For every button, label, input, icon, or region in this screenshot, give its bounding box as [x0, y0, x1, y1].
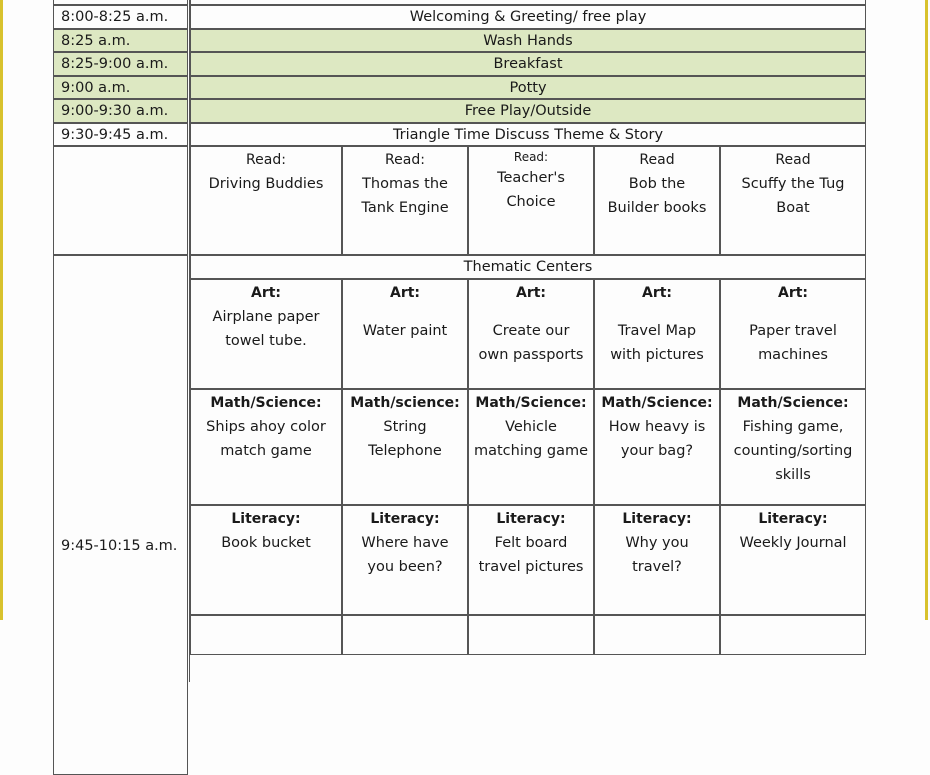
- reading-text: Driving Buddies: [208, 176, 324, 192]
- math_science-text: match game: [220, 443, 312, 459]
- literacy-text: you been?: [367, 559, 443, 575]
- literacy-text: Felt board: [494, 535, 568, 551]
- schedule-activity: Breakfast: [190, 52, 866, 76]
- reading-text: Teacher's: [497, 170, 565, 186]
- art-text: towel tube.: [225, 333, 307, 349]
- reading-text: Thomas the: [362, 176, 448, 192]
- art-text: machines: [758, 347, 828, 363]
- math_science-text: Telephone: [368, 443, 442, 459]
- literacy-text: travel pictures: [478, 559, 584, 575]
- math_science-text: Vehicle: [505, 419, 557, 435]
- math_science-text: String: [383, 419, 427, 435]
- reading-text: Scuffy the Tug: [741, 176, 845, 192]
- reading-cell: [720, 146, 866, 255]
- next-row-cell: [190, 615, 342, 655]
- art-cell: [720, 279, 866, 389]
- art-text: with pictures: [610, 347, 704, 363]
- schedule-activity: Free Play/Outside: [190, 99, 866, 123]
- schedule-time: 9:30-9:45 a.m.: [53, 123, 188, 147]
- art-heading: Art:: [389, 285, 421, 301]
- math_science-heading: Math/Science:: [210, 395, 322, 411]
- reading-cell: [190, 146, 342, 255]
- literacy-text: Book bucket: [221, 535, 311, 551]
- centers-title: Thematic Centers: [190, 255, 866, 279]
- schedule-time: 9:00-9:30 a.m.: [53, 99, 188, 123]
- literacy-heading: Literacy:: [496, 511, 566, 527]
- literacy-cell: [720, 505, 866, 615]
- reading-text: Bob the: [628, 176, 686, 192]
- art-cell: [342, 279, 468, 389]
- next-row-cell: [342, 615, 468, 655]
- next-row-cell: [594, 615, 720, 655]
- literacy-cell: [190, 505, 342, 615]
- reading-cell: [468, 146, 594, 255]
- art-text: Water paint: [362, 323, 448, 339]
- reading-heading: Read: [639, 152, 675, 168]
- art-text: Travel Map: [617, 323, 697, 339]
- schedule-activity: Potty: [190, 76, 866, 100]
- literacy-text: Why you: [625, 535, 689, 551]
- reading-heading: Read: [775, 152, 811, 168]
- next-row-cell: [468, 615, 594, 655]
- math_science-heading: Math/Science:: [475, 395, 587, 411]
- schedule-activity: Triangle Time Discuss Theme & Story: [190, 123, 866, 147]
- reading-cell: [594, 146, 720, 255]
- math_science-heading: Math/Science:: [737, 395, 849, 411]
- math_science-cell: [720, 389, 866, 505]
- reading-text: Boat: [776, 200, 810, 216]
- next-row-cell: [720, 615, 866, 655]
- reading-cell: [342, 146, 468, 255]
- art-text: own passports: [478, 347, 584, 363]
- literacy-heading: Literacy:: [231, 511, 301, 527]
- reading-heading: Read:: [513, 150, 549, 164]
- literacy-heading: Literacy:: [758, 511, 828, 527]
- math_science-text: matching game: [473, 443, 589, 459]
- reading-heading: Read:: [246, 152, 286, 168]
- art-heading: Art:: [777, 285, 809, 301]
- art-heading: Art:: [250, 285, 282, 301]
- math_science-cell: [468, 389, 594, 505]
- reading-text: Tank Engine: [361, 200, 449, 216]
- centers-time: 9:45-10:15 a.m.: [53, 255, 188, 775]
- math_science-text: Fishing game,: [742, 419, 844, 435]
- page-border-left: [0, 0, 3, 620]
- schedule-time: 8:00-8:25 a.m.: [53, 5, 188, 29]
- math_science-text: skills: [775, 467, 811, 483]
- literacy-cell: [342, 505, 468, 615]
- reading-text: Builder books: [607, 200, 707, 216]
- schedule-time: 8:25-9:00 a.m.: [53, 52, 188, 76]
- art-heading: Art:: [641, 285, 673, 301]
- reading-text: Choice: [506, 194, 556, 210]
- math_science-cell: [190, 389, 342, 505]
- schedule-activity: Wash Hands: [190, 29, 866, 53]
- column-divider: [187, 0, 190, 682]
- art-cell: [594, 279, 720, 389]
- math_science-cell: [342, 389, 468, 505]
- math_science-text: your bag?: [620, 443, 694, 459]
- reading-heading: Read:: [385, 152, 425, 168]
- math_science-heading: Math/Science:: [601, 395, 713, 411]
- literacy-heading: Literacy:: [370, 511, 440, 527]
- art-text: Paper travel: [749, 323, 837, 339]
- literacy-cell: [468, 505, 594, 615]
- literacy-heading: Literacy:: [622, 511, 692, 527]
- art-cell: [468, 279, 594, 389]
- math_science-text: counting/sorting: [733, 443, 853, 459]
- schedule-time: 9:00 a.m.: [53, 76, 188, 100]
- art-cell: [190, 279, 342, 389]
- literacy-text: Where have: [361, 535, 449, 551]
- art-text: Airplane paper: [212, 309, 320, 325]
- math_science-text: Ships ahoy color: [206, 419, 326, 435]
- art-text: Create our: [492, 323, 570, 339]
- math_science-cell: [594, 389, 720, 505]
- page-border-right: [925, 0, 928, 620]
- math_science-heading: Math/science:: [350, 395, 460, 411]
- literacy-text: Weekly Journal: [739, 535, 847, 551]
- schedule-activity: Welcoming & Greeting/ free play: [190, 5, 866, 29]
- art-heading: Art:: [515, 285, 547, 301]
- schedule-time: 8:25 a.m.: [53, 29, 188, 53]
- math_science-text: How heavy is: [608, 419, 706, 435]
- literacy-text: travel?: [632, 559, 682, 575]
- literacy-cell: [594, 505, 720, 615]
- reading-time: [53, 146, 188, 255]
